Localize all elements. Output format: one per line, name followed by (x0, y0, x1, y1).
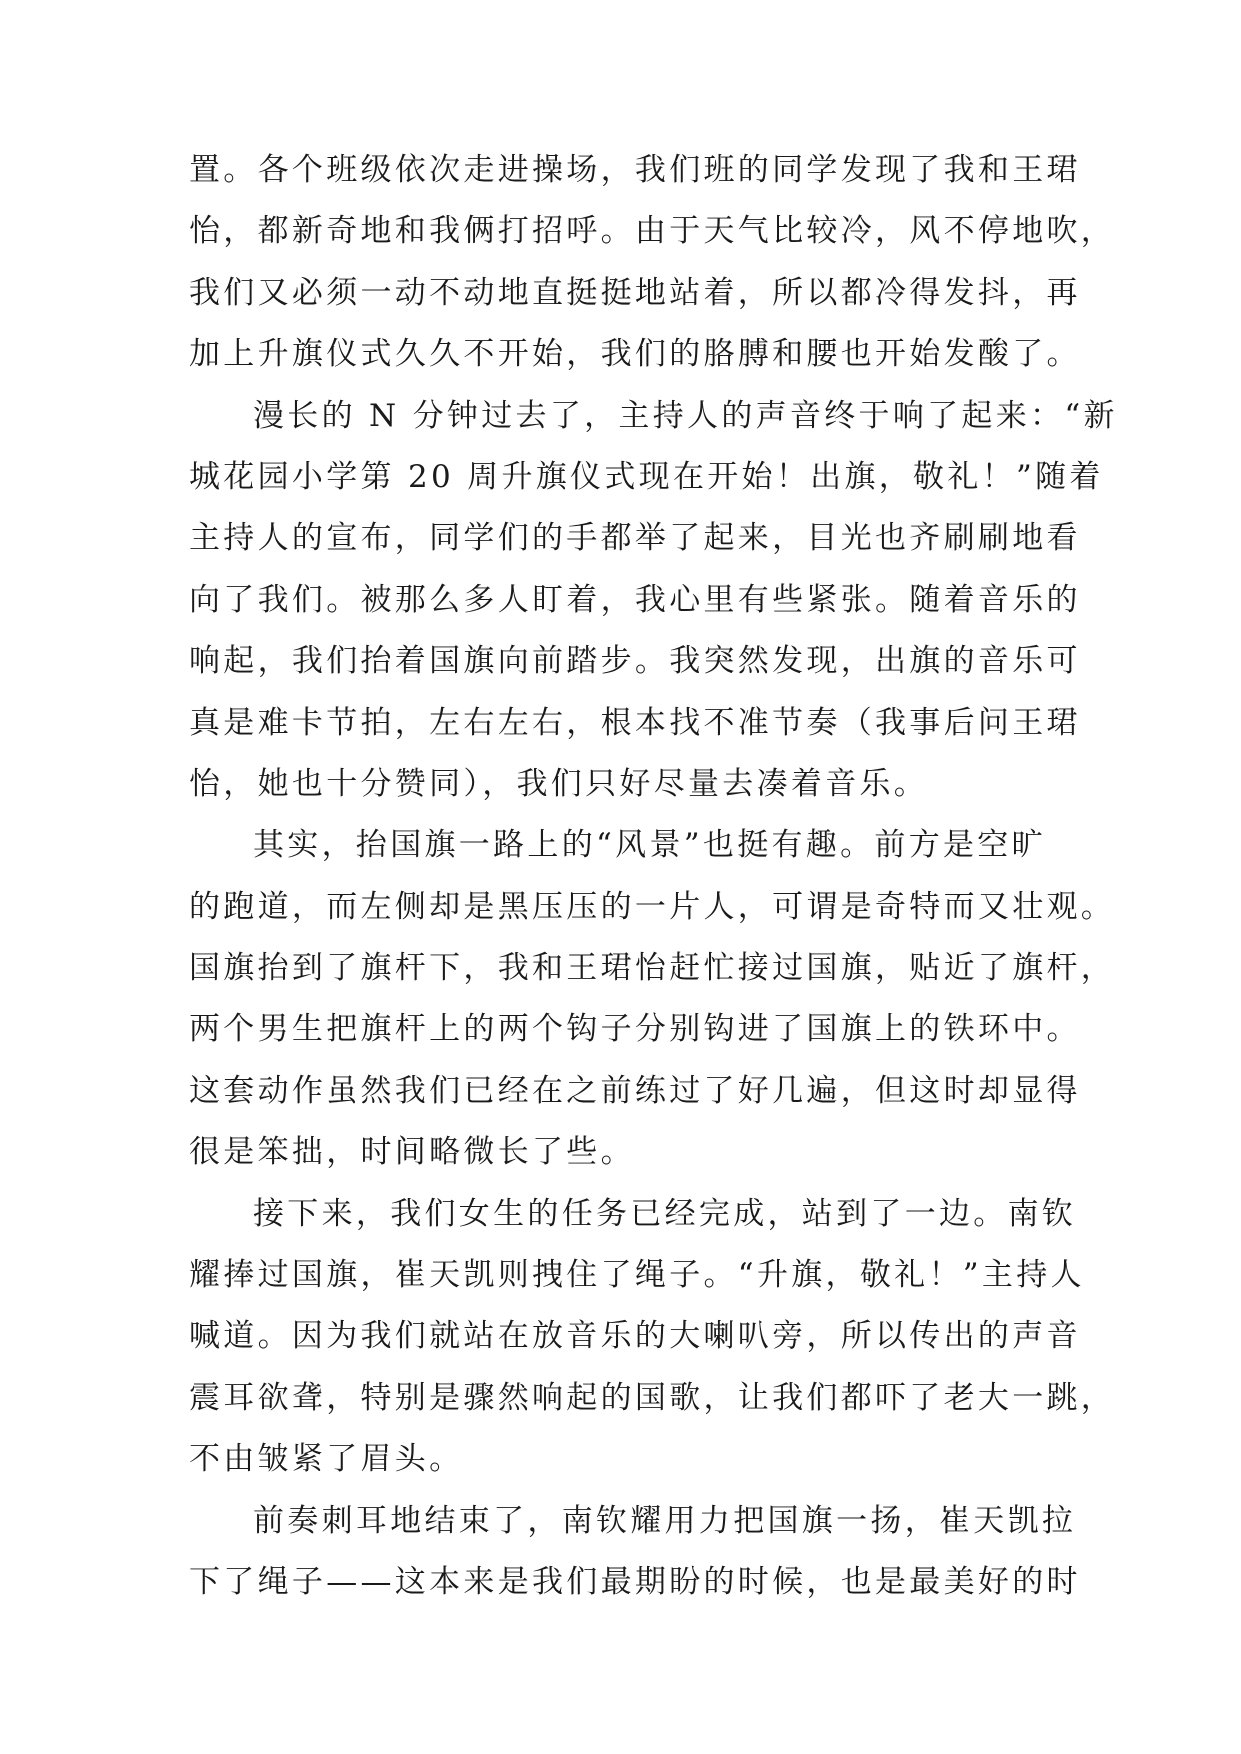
text-line: 怡，都新奇地和我俩打招呼。由于天气比较冷，风不停地吹， (189, 213, 1116, 250)
text-line: 国旗抬到了旗杆下，我和王珺怡赶忙接过国旗，贴近了旗杆， (189, 950, 1116, 987)
text-line: 置。各个班级依次走进操场，我们班的同学发现了我和王珺 (189, 152, 1081, 188)
text-line: 下了绳子——这本来是我们最期盼的时候，也是最美好的时 (189, 1563, 1081, 1600)
paragraph-first-line: 前奏刺耳地结束了，南钦耀用力把国旗一扬，崔天凯拉 (253, 1502, 1077, 1539)
text-line: 加上升旗仪式久久不开始，我们的胳膊和腰也开始发酸了。 (189, 336, 1081, 373)
body-text (189, 140, 1118, 1613)
text-line: 怡，她也十分赞同），我们只好尽量去凑着音乐。 (189, 765, 929, 802)
text-line: 不由皱紧了眉头。 (189, 1441, 464, 1478)
text-line: 城花园小学第 20 周升旗仪式现在开始！出旗，敬礼！”随着 (189, 458, 1104, 495)
text-line: 这套动作虽然我们已经在之前练过了好几遍，但这时却显得 (189, 1072, 1081, 1109)
text-line: 两个男生把旗杆上的两个钩子分别钩进了国旗上的铁环中。 (189, 1011, 1081, 1048)
text-line: 主持人的宣布，同学们的手都举了起来，目光也齐刷刷地看 (189, 520, 1081, 557)
paragraph-first-line: 漫长的 N 分钟过去了，主持人的声音终于响了起来：“新 (253, 397, 1118, 434)
paragraph-first-line: 接下来，我们女生的任务已经完成，站到了一边。南钦 (253, 1195, 1077, 1232)
text-line: 响起，我们抬着国旗向前踏步。我突然发现，出旗的音乐可 (189, 643, 1081, 680)
text-line: 我们又必须一动不动地直挺挺地站着，所以都冷得发抖，再 (189, 274, 1081, 311)
text-line: 耀捧过国旗，崔天凯则拽住了绳子。“升旗，敬礼！”主持人 (189, 1257, 1085, 1294)
text-line: 向了我们。被那么多人盯着，我心里有些紧张。随着音乐的 (189, 581, 1081, 618)
text-line: 的跑道，而左侧却是黑压压的一片人，可谓是奇特而又壮观。 (189, 888, 1116, 925)
text-line: 很是笨拙，时间略微长了些。 (189, 1134, 635, 1171)
paragraph-first-line: 其实，抬国旗一路上的“风景”也挺有趣。前方是空旷 (253, 827, 1046, 864)
text-line: 真是难卡节拍，左右左右，根本找不准节奏（我事后问王珺 (189, 704, 1081, 741)
text-line: 震耳欲聋，特别是骤然响起的国歌，让我们都吓了老大一跳， (189, 1379, 1116, 1416)
text-line: 喊道。因为我们就站在放音乐的大喇叭旁，所以传出的声音 (189, 1318, 1081, 1355)
